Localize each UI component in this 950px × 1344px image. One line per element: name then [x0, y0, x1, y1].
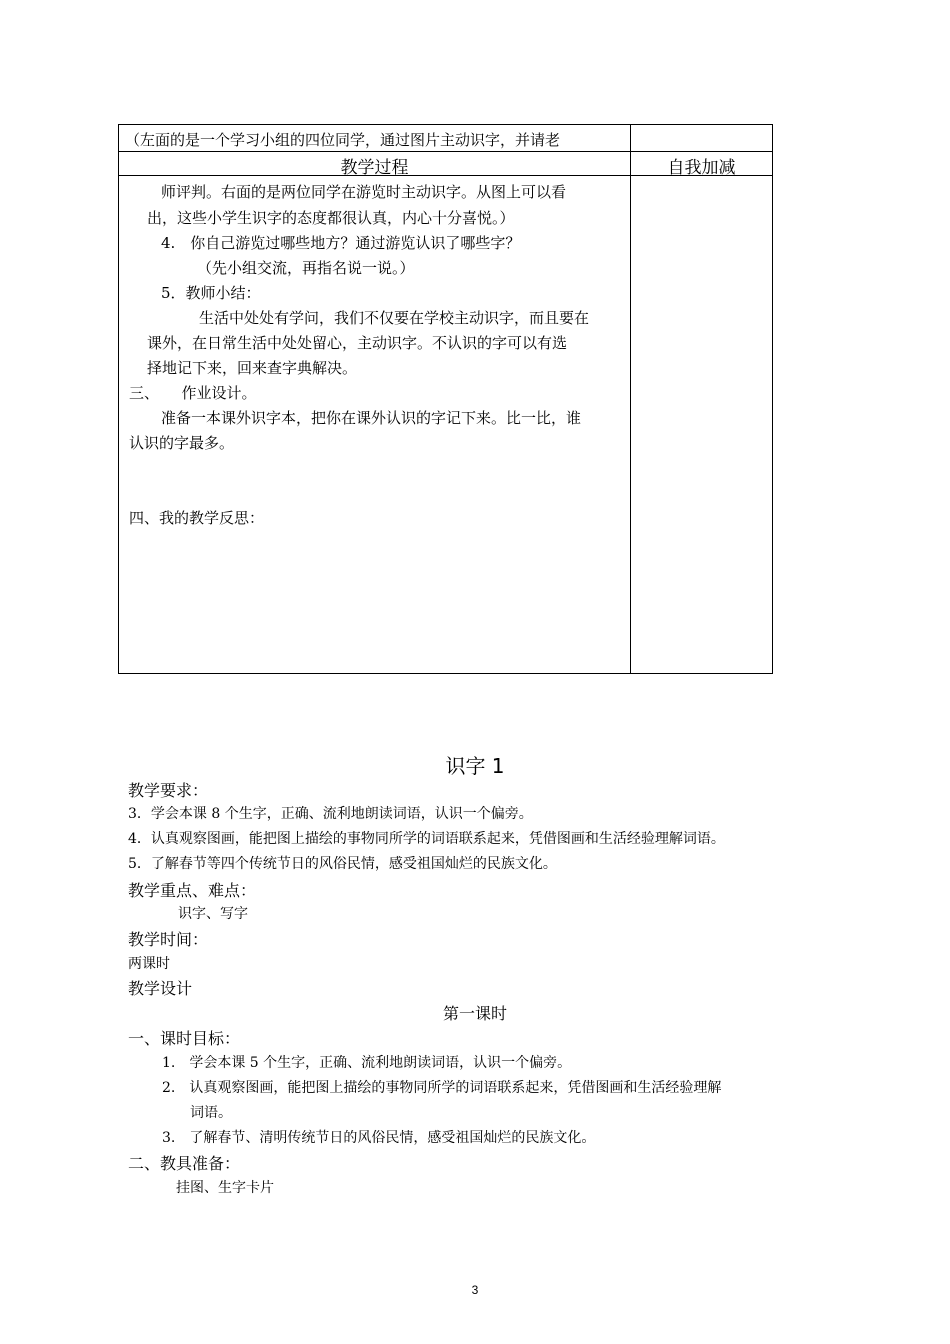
objective-item: 词语。	[190, 1105, 232, 1121]
table-text-line: 课外，在日常生活中处处留心，主动识字。不认识的字可以有选	[147, 334, 568, 352]
objective-item: 2. 认真观察图画，能把图上描绘的事物同所学的词语联系起来，凭借图画和生活经验理解	[162, 1080, 722, 1096]
requirement-item: 5．了解春节等四个传统节日的风俗民情，感受祖国灿烂的民族文化。	[128, 856, 557, 872]
materials-text: 挂图、生字卡片	[176, 1180, 274, 1196]
table-text-line: 三、 作业设计。	[129, 384, 257, 402]
objective-item: 1. 学会本课 5 个生字，正确、流利地朗读词语，认识一个偏旁。	[162, 1055, 572, 1071]
table-continued-text: （左面的是一个学习小组的四位同学，通过图片主动识字，并请老	[125, 131, 561, 149]
key-points-heading: 教学重点、难点：	[128, 881, 257, 900]
table-text-line: 师评判。右面的是两位同学在游览时主动识字。从图上可以看	[161, 183, 567, 201]
table-row-divider	[119, 151, 772, 152]
objectives-heading: 一、课时目标：	[128, 1029, 241, 1048]
table-header-self-adjust: 自我加减	[667, 158, 736, 178]
table-text-line: 4. 你自己游览过哪些地方？通过游览认识了哪些字？	[161, 234, 521, 252]
table-text-line: （先小组交流，再指名说一说。）	[197, 259, 415, 277]
lesson-title: 识字 1	[445, 754, 505, 778]
requirement-item: 3．学会本课 8 个生字，正确、流利地朗读词语，认识一个偏旁。	[128, 806, 533, 822]
page-number: 3	[471, 1283, 479, 1297]
lesson-table	[118, 124, 773, 674]
table-header-process: 教学过程	[340, 158, 409, 178]
table-text-line: 出，这些小学生识字的态度都很认真，内心十分喜悦。）	[147, 209, 515, 227]
table-text-line: 择地记下来，回来查字典解决。	[147, 359, 358, 377]
table-text-line: 准备一本课外识字本，把你在课外认识的字记下来。比一比，谁	[161, 409, 582, 427]
materials-heading: 二、教具准备：	[128, 1154, 241, 1173]
requirements-heading: 教学要求：	[128, 781, 209, 800]
period-title: 第一课时	[442, 1004, 507, 1023]
table-column-divider	[630, 125, 631, 673]
requirement-item: 4．认真观察图画，能把图上描绘的事物同所学的词语联系起来，凭借图画和生活经验理解词语。	[128, 831, 725, 847]
time-value: 两课时	[128, 956, 170, 972]
design-heading: 教学设计	[128, 979, 193, 998]
table-text-line: 认识的字最多。	[129, 434, 235, 452]
table-text-line: 四、我的教学反思：	[129, 509, 265, 527]
key-points-text: 识字、写字	[178, 906, 248, 922]
table-text-line: 5．教师小结：	[161, 284, 261, 302]
time-heading: 教学时间：	[128, 930, 209, 949]
table-text-line: 生活中处处有学问，我们不仅要在学校主动识字，而且要在	[199, 309, 590, 327]
objective-item: 3. 了解春节、清明传统节日的风俗民情，感受祖国灿烂的民族文化。	[162, 1130, 596, 1146]
